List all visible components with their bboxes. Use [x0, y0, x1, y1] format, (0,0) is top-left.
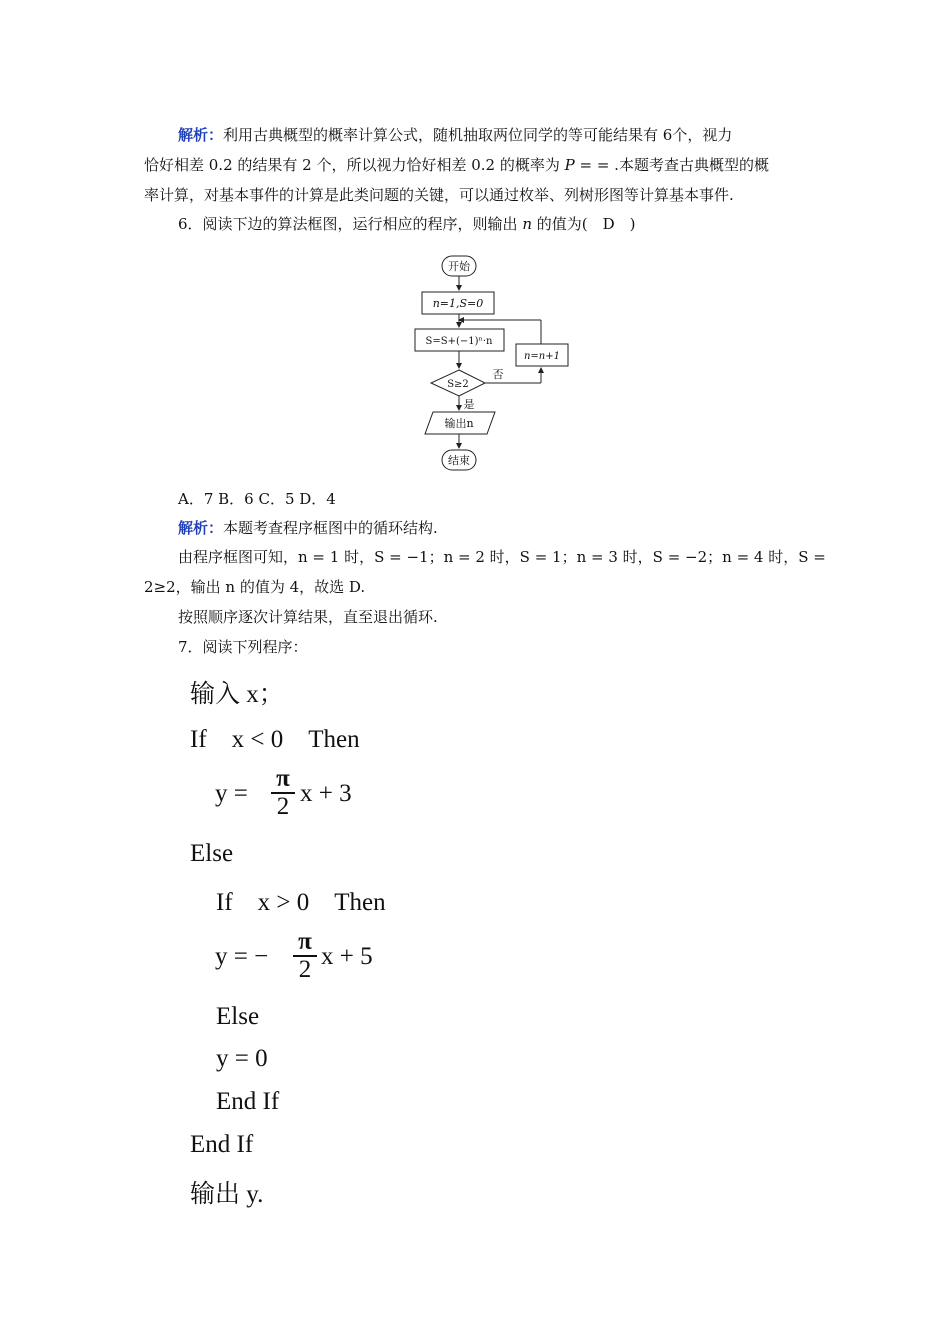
flow-init-label: n=1,S=0 [432, 297, 484, 310]
analysis-label: 解析： [178, 519, 224, 537]
code-line-else-outer: Else [190, 840, 234, 867]
q6-steps-line1: 由程序框图可知，n = 1 时，S = −1；n = 2 时，S = 1；n = 3 时，S = −2；n = 4 时，S = [178, 548, 826, 566]
code-line-end-if-outer: End If [190, 1131, 254, 1158]
code-line-y-neg: y = − [215, 943, 269, 970]
flow-no-label: 否 [492, 368, 504, 381]
analysis-label: 解析： [178, 126, 224, 144]
flow-increment-label: n=n+1 [523, 351, 561, 362]
code-line-input: 输入 x； [190, 681, 284, 708]
q7-stem: 7．阅读下列程序： [178, 638, 308, 656]
fraction-pi-over-2: π 2 [293, 929, 317, 983]
q5-analysis-line1: 解析：利用古典概型的概率计算公式，随机抽取两位同学的等可能结果有 6个，视力 [178, 126, 733, 144]
code-line-if-positive: If x > 0 Then [216, 889, 386, 916]
code-line-end-if-inner: End If [216, 1088, 280, 1115]
q6-analysis: 解析：本题考查程序框图中的循环结构. [178, 519, 438, 537]
flow-condition-label: S≥2 [447, 379, 469, 390]
q5-analysis-line2: 恰好相差 0.2 的结果有 2 个，所以视力恰好相差 0.2 的概率为 P = = .本题考查古典概型的概 [144, 156, 769, 174]
flow-start-label: 开始 [448, 260, 470, 273]
q6-tip: 按照顺序逐次计算结果，直至退出循环. [178, 608, 438, 626]
flow-update-label: S=S+(−1)ⁿ·n [425, 336, 493, 347]
flow-end-label: 结束 [448, 454, 470, 467]
q6-steps-line2: 2≥2，输出 n 的值为 4，故选 D. [144, 578, 366, 596]
flowchart [405, 250, 580, 475]
code-line-if-negative: If x < 0 Then [190, 726, 360, 753]
code-line-else-inner: Else [216, 1003, 260, 1030]
flow-yes-label: 是 [463, 398, 475, 411]
code-line-y-zero: y = 0 [216, 1045, 268, 1072]
code-line-y-pos: y = [215, 780, 248, 807]
fraction-pi-over-2: π 2 [271, 766, 295, 820]
flow-output-label: 输出n [444, 417, 474, 430]
code-line-y-neg-rest: x + 5 [321, 943, 373, 970]
q6-answer: D [602, 215, 615, 233]
q6-stem: 6．阅读下边的算法框图，运行相应的程序，则输出 n 的值为( D ) [178, 215, 636, 233]
code-line-y-pos-rest: x + 3 [300, 780, 352, 807]
q6-options: A．7 B．6 C．5 D．4 [178, 490, 336, 508]
q5-analysis-line3: 率计算，对基本事件的计算是此类问题的关键，可以通过枚举、列树形图等计算基本事件. [144, 186, 734, 204]
code-line-output: 输出 y. [190, 1181, 264, 1208]
